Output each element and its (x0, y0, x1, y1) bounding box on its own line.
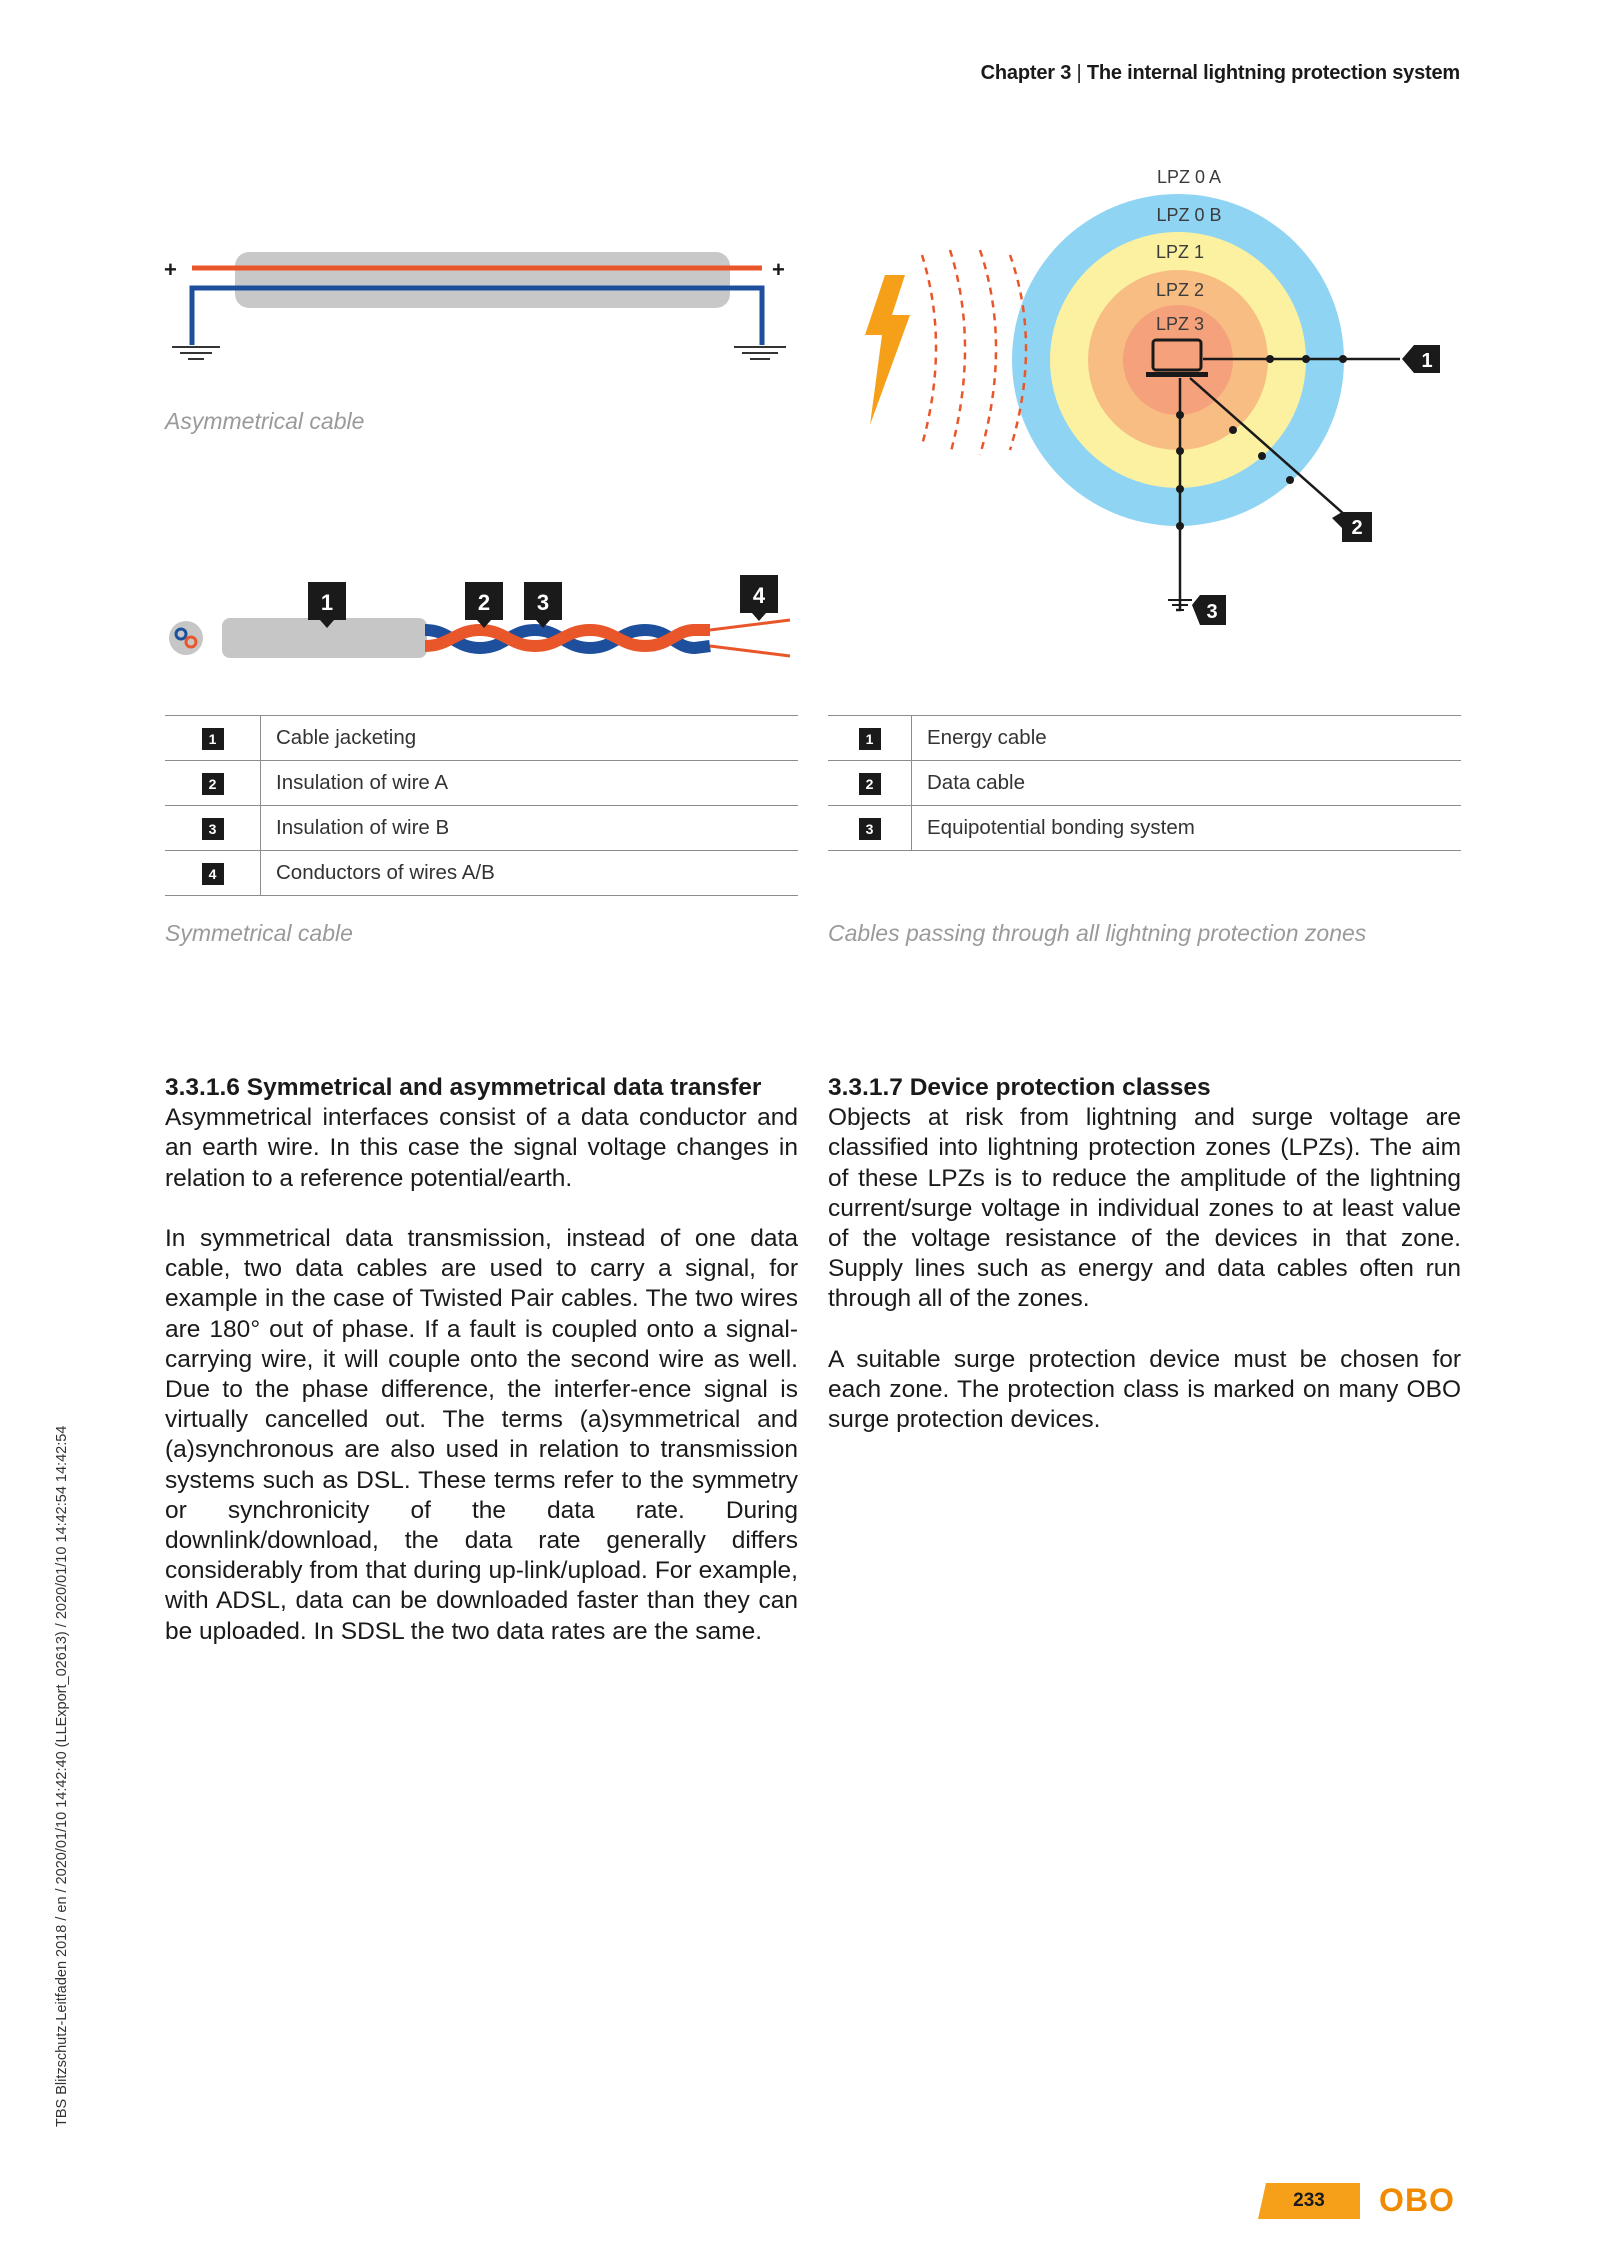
zone-label-lpz1: LPZ 1 (1155, 242, 1205, 262)
marker-2 (465, 582, 503, 628)
legend-row (165, 851, 798, 896)
surge-waves (922, 250, 1026, 455)
lpz-marker-2 (1332, 512, 1372, 542)
legend-badge: 3 (202, 818, 224, 840)
legend-row (828, 716, 1461, 761)
svg-text:4: 4 (752, 583, 766, 608)
export-metadata-sidebar: TBS Blitzschutz-Leitfaden 2018 / en / 2020/01/10 14:42:40 (LLExport_02613) / 2020/01/10 14:42:54 14:42:54 (54, 1425, 70, 2127)
paragraph: Asymmetrical interfaces consist of a data conductor and an earth wire. In this case the signal voltage changes in relation to a reference potential/earth. (165, 1104, 798, 1192)
svg-text:2: 2 (1351, 517, 1363, 539)
symmetrical-legend-table (165, 715, 798, 896)
lpz-marker-1 (1402, 345, 1440, 373)
lpz-diagram (850, 160, 1450, 640)
legend-badge: 4 (202, 863, 224, 885)
asymmetrical-cable-caption: Asymmetrical cable (165, 408, 365, 434)
legend-label: Insulation of wire B (261, 806, 799, 851)
svg-text:3: 3 (1206, 601, 1218, 623)
asymmetrical-cable-figure (150, 240, 800, 370)
svg-text:3: 3 (536, 590, 550, 615)
lpz-caption: Cables passing through all lightning protection zones (828, 920, 1367, 946)
zone-label-lpz0a: LPZ 0 A (1156, 167, 1222, 187)
conductor-b (710, 646, 790, 656)
ground-symbol-right (734, 347, 786, 359)
zone-label-lpz0b: LPZ 0 B (1156, 205, 1222, 225)
symmetrical-cable-figure (150, 560, 800, 670)
svg-text:1: 1 (320, 590, 334, 615)
cable-jacket (235, 252, 730, 308)
marker-3 (524, 582, 562, 628)
chapter-number: Chapter 3 (980, 62, 1072, 84)
svg-text:2: 2 (477, 590, 491, 615)
plus-sign-left: + (164, 257, 177, 282)
chapter-title: The internal lightning protection system (1086, 62, 1460, 84)
lightning-bolt-icon (865, 275, 910, 425)
chapter-header (981, 62, 1460, 85)
legend-row (165, 716, 798, 761)
obo-logo: OBO (1379, 2182, 1455, 2218)
legend-label: Energy cable (912, 716, 1462, 761)
legend-row (828, 806, 1461, 851)
section-heading-3-3-1-7: 3.3.1.7 Device protection classes (828, 1074, 1211, 1101)
lpz-marker-3 (1192, 595, 1226, 625)
right-text-column (828, 1073, 1461, 1466)
plus-sign-right: + (772, 257, 785, 282)
paragraph: In symmetrical data transmission, instead of one data cable, two data cables are used to carry a signal, for example in the case of Twisted Pair cables. The two wires are 180° out of phase. If a fault is coupled onto a signal-carrying wire, it will couple onto the second wire as well. Due to the phase difference, the interfer-ence signal is virtually cancelled out. The terms (a)symmetrical and (a)synchronous are also used in relation to transmission systems such as DSL. These terms refer to the symmetry or synchronicity of the data rate. During downlink/download, the data rate generally differs considerably from that during up-link/upload. For example, with ADSL, data can be downloaded faster than they can be uploaded. In SDSL the two data rates are the same. (165, 1225, 798, 1645)
legend-label: Insulation of wire A (261, 761, 799, 806)
ground-symbol-left (172, 347, 220, 359)
legend-badge: 1 (202, 728, 224, 750)
legend-badge: 3 (859, 818, 881, 840)
legend-label: Cable jacketing (261, 716, 799, 761)
legend-label: Conductors of wires A/B (261, 851, 799, 896)
zone-label-lpz2: LPZ 2 (1155, 280, 1205, 300)
legend-row (165, 761, 798, 806)
header-separator: | (1076, 62, 1082, 84)
legend-badge: 2 (202, 773, 224, 795)
marker-4 (740, 575, 778, 621)
conductor-a (710, 620, 790, 630)
legend-row (828, 761, 1461, 806)
paragraph: Objects at risk from lightning and surge voltage are classified into lightning protection zones (LPZs). The aim of these LPZs is to reduce the amplitude of the lightning current/surge voltage in individual zones to at least value of the voltage resistance of the devices in that zone. Supply lines such as energy and data cables often run through all of the zones. (828, 1104, 1461, 1313)
lpz-legend-table (828, 715, 1461, 851)
legend-badge: 2 (859, 773, 881, 795)
legend-label: Data cable (912, 761, 1462, 806)
zone-label-lpz3: LPZ 3 (1155, 314, 1205, 334)
page-number: 233 (1293, 2190, 1325, 2211)
symmetrical-cable-caption: Symmetrical cable (165, 920, 353, 946)
left-text-column (165, 1073, 798, 1677)
svg-text:1: 1 (1421, 350, 1433, 372)
paragraph: A suitable surge protection device must be chosen for each zone. The protection class is marked on many OBO surge protection devices. (828, 1345, 1461, 1434)
legend-label: Equipotential bonding system (912, 806, 1462, 851)
legend-row (165, 806, 798, 851)
legend-badge: 1 (859, 728, 881, 750)
section-heading-3-3-1-6: 3.3.1.6 Symmetrical and asymmetrical data transfer (165, 1074, 762, 1101)
